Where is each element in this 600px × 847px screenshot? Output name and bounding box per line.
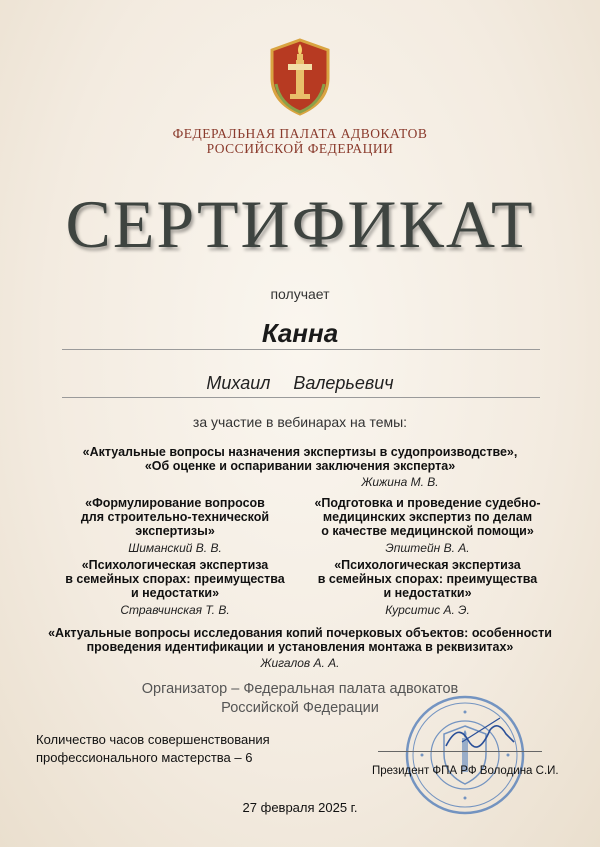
organization-name-line2: РОССИЙСКОЙ ФЕДЕРАЦИИ [206,141,394,156]
signature-line [378,751,542,752]
topic-3-author: Эпштейн В. А. [385,541,470,555]
topic-6-line2: проведения идентификации и установления монтажа в реквизитах» [86,640,514,654]
topic-2-author: Шиманский В. В. [128,541,222,555]
issue-date: 27 февраля 2025 г. [242,800,358,815]
hours-line1: Количество часов совершенствования [36,732,270,747]
topic-5-line2: в семейных спорах: преимущества [317,572,538,586]
topic-1-line2: «Об оценке и оспаривании заключения эксперта» [144,459,456,473]
topic-1-author: Жижина М. В. [361,475,439,489]
topic-5-line3: и недостатки» [383,586,472,600]
fpa-emblem-logo [266,38,334,116]
topic-4-author: Стравчинская Т. В. [120,603,230,617]
recipient-surname: Канна [261,318,339,348]
given-names-underline [62,397,540,398]
topic-4-line2: в семейных спорах: преимущества [65,572,285,586]
topic-2-line1: «Формулирование вопросов [85,496,265,510]
topic-2-line3: экспертизы» [135,524,215,538]
organizer-line1: Организатор – Федеральная палата адвокатов [141,681,459,697]
signature-caption: Президент ФПА РФ Володина С.И. [372,765,559,777]
handwritten-signature [440,712,520,754]
organization-name-line1: ФЕДЕРАЛЬНАЯ ПАЛАТА АДВОКАТОВ [172,126,428,141]
participation-text: за участие в вебинарах на темы: [192,414,408,430]
topic-4-line1: «Психологическая экспертиза [81,558,269,572]
topic-1-line1: «Актуальные вопросы назначения экспертизы в судопроизводстве», [82,445,518,459]
topic-4-line3: и недостатки» [130,586,220,600]
topic-5-line1: «Психологическая экспертиза [334,558,521,572]
recipient-given-names: Михаил Валерьевич [206,373,394,393]
topic-3-line2: медицинских экспертиз по делам [322,510,533,524]
receives-label: получает [270,286,330,302]
organizer-line2: Российской Федерации [221,700,379,716]
topic-2-line2: для строительно-технической [80,510,270,524]
topic-6-author: Жигалов А. А. [260,656,340,670]
certificate-title: СЕРТИФИКАТ [65,186,535,262]
topic-3-line1: «Подготовка и проведение судебно- [314,496,541,510]
topic-3-line3: о качестве медицинской помощи» [321,524,534,538]
topic-6-line1: «Актуальные вопросы исследования копий почерковых объектов: особенности [48,626,552,640]
surname-underline [62,349,540,350]
hours-line2: профессионального мастерства – 6 [36,750,253,765]
topic-5-author: Курситис А. Э. [385,603,470,617]
